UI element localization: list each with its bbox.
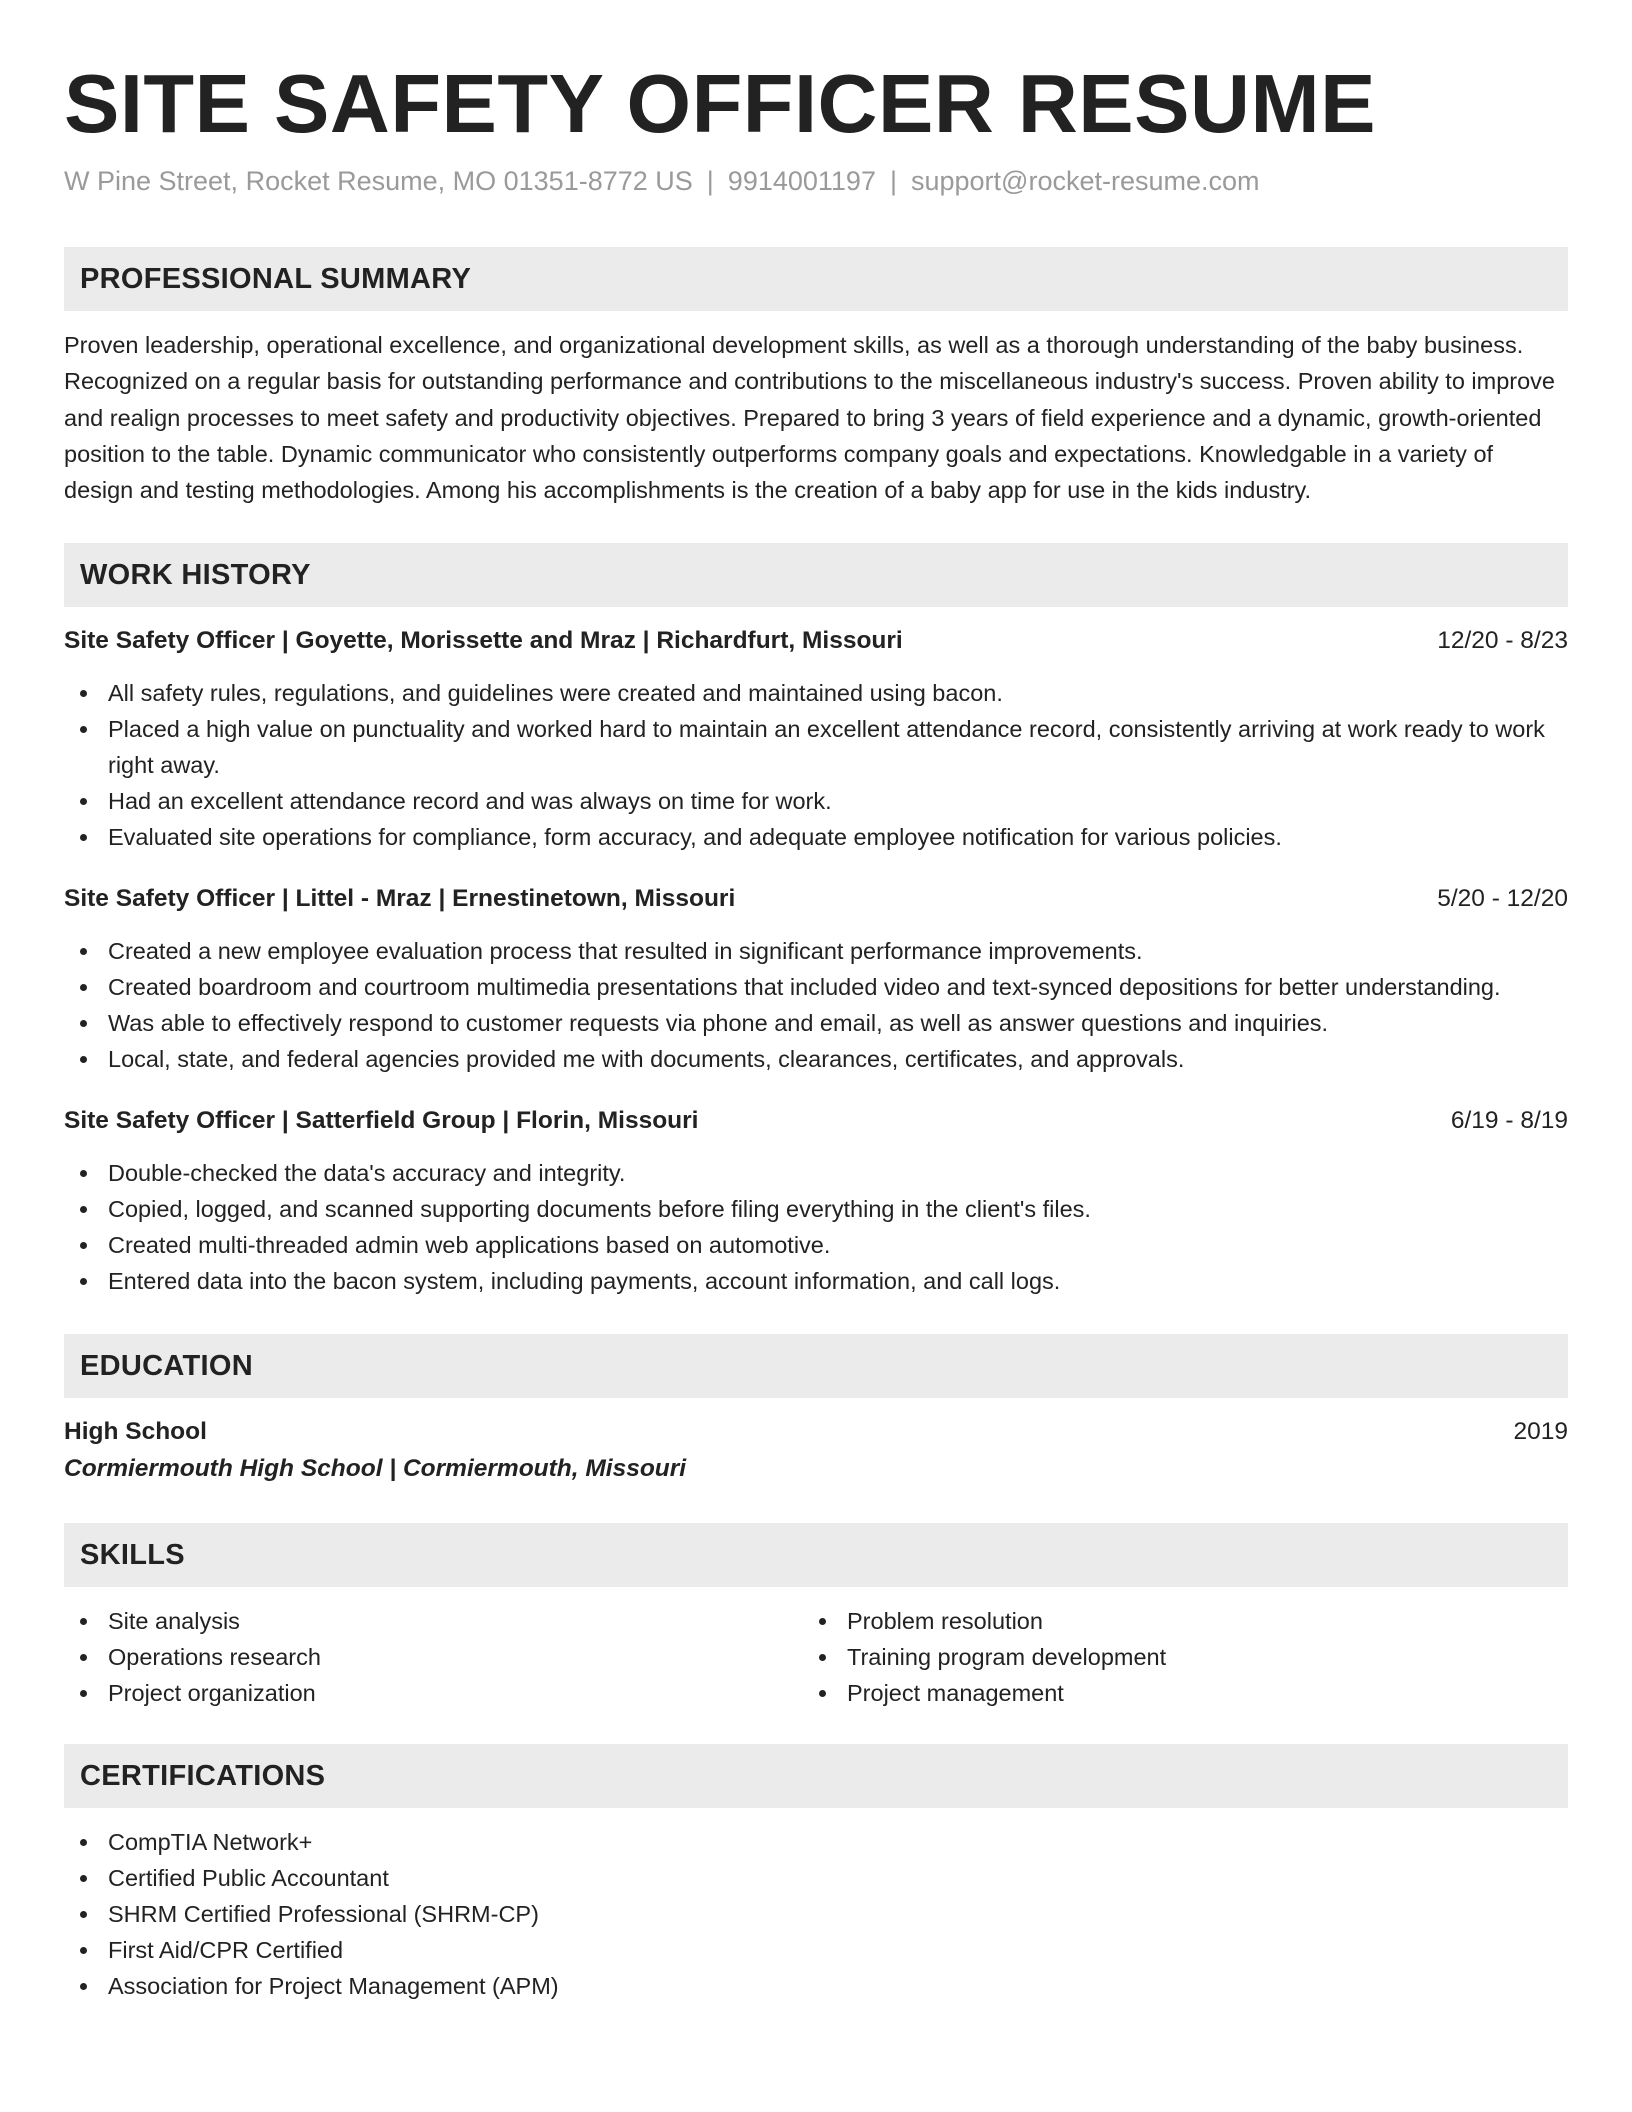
section-header-summary <box>64 247 1568 311</box>
job-header <box>64 623 1568 659</box>
contact-email: support@rocket-resume.com <box>910 166 1260 196</box>
job-bullets <box>64 933 1568 1077</box>
skill-item: Project organization <box>64 1675 803 1711</box>
skill-item: Training program development <box>803 1639 1542 1675</box>
job-dates: 12/20 - 8/23 <box>1437 627 1568 655</box>
contact-separator: | <box>889 166 897 196</box>
summary-text: Proven leadership, operational excellence, and organizational development skills, as well as a thorough understanding of the baby business. Recognized on a regular basis for outstanding performance and contributions to the miscellaneous industry's success. Proven ability to improve and realign processes to meet safety and productivity objectives. Prepared to bring 3 years of field experience and a dynamic, growth-oriented position to the table. Dynamic communicator who consistently outperforms company goals and expectations. Knowledgable in a variety of design and testing methodologies. Among his accomplishments is the creation of a baby app for use in the kids industry. <box>64 332 1555 504</box>
skill-item: Project management <box>803 1675 1542 1711</box>
job-bullets <box>64 1155 1568 1299</box>
section-header-work-history <box>64 543 1568 607</box>
section-title: EDUCATION <box>80 1349 253 1382</box>
job-bullet: Created boardroom and courtroom multimedia presentations that included video and text-synced depositions for better understanding. <box>64 969 1568 1005</box>
certification-item: Certified Public Accountant <box>64 1860 1568 1896</box>
education-year: 2019 <box>1513 1418 1568 1446</box>
education-degree: High School <box>64 1418 207 1446</box>
section-title: SKILLS <box>80 1538 185 1571</box>
contact-line <box>64 164 1568 198</box>
job-entry <box>64 1103 1568 1299</box>
contact-separator: | <box>706 166 714 196</box>
skills-column-left <box>64 1603 803 1711</box>
job-dates: 6/19 - 8/19 <box>1450 1107 1568 1135</box>
section-title: WORK HISTORY <box>80 558 311 591</box>
job-bullet: Entered data into the bacon system, including payments, account information, and call logs. <box>64 1263 1568 1299</box>
section-header-skills <box>64 1523 1568 1587</box>
job-title: Site Safety Officer | Goyette, Morissette and Mraz | Richardfurt, Missouri <box>64 627 903 655</box>
skills-list <box>803 1603 1542 1711</box>
contact-phone: 9914001197 <box>727 166 876 196</box>
job-entry <box>64 881 1568 1077</box>
certification-item: Association for Project Management (APM) <box>64 1968 1568 2004</box>
skills-list <box>64 1603 803 1711</box>
section-title: CERTIFICATIONS <box>80 1759 326 1792</box>
job-header <box>64 881 1568 917</box>
skill-item: Operations research <box>64 1639 803 1675</box>
skill-item: Problem resolution <box>803 1603 1542 1639</box>
skills-grid <box>64 1603 1568 1711</box>
certification-item: CompTIA Network+ <box>64 1824 1568 1860</box>
job-bullet: All safety rules, regulations, and guidelines were created and maintained using bacon. <box>64 675 1568 711</box>
education-school: Cormiermouth High School | Cormiermouth, Missouri <box>64 1455 687 1483</box>
job-bullet: Had an excellent attendance record and was always on time for work. <box>64 783 1568 819</box>
resume-title: SITE SAFETY OFFICER RESUME <box>64 57 1376 150</box>
section-header-education <box>64 1334 1568 1398</box>
job-bullet: Was able to effectively respond to customer requests via phone and email, as well as answer questions and inquiries. <box>64 1005 1568 1041</box>
section-title: PROFESSIONAL SUMMARY <box>80 262 472 295</box>
job-entry <box>64 623 1568 855</box>
job-bullets <box>64 675 1568 855</box>
job-bullet: Created a new employee evaluation process that resulted in significant performance improvements. <box>64 933 1568 969</box>
education-header <box>64 1414 1568 1450</box>
skills-column-right <box>803 1603 1542 1711</box>
section-header-certifications <box>64 1744 1568 1808</box>
job-bullet: Created multi-threaded admin web applications based on automotive. <box>64 1227 1568 1263</box>
job-bullet: Double-checked the data's accuracy and integrity. <box>64 1155 1568 1191</box>
certification-item: SHRM Certified Professional (SHRM-CP) <box>64 1896 1568 1932</box>
job-header <box>64 1103 1568 1139</box>
skill-item: Site analysis <box>64 1603 803 1639</box>
contact-address: W Pine Street, Rocket Resume, MO 01351-8772 US <box>64 166 693 196</box>
certifications-list <box>64 1824 1568 2004</box>
job-bullet: Placed a high value on punctuality and worked hard to maintain an excellent attendance record, consistently arriving at work ready to work right away. <box>64 711 1568 783</box>
job-title: Site Safety Officer | Satterfield Group | Florin, Missouri <box>64 1107 699 1135</box>
job-dates: 5/20 - 12/20 <box>1437 885 1568 913</box>
job-bullet: Local, state, and federal agencies provided me with documents, clearances, certificates, and approvals. <box>64 1041 1568 1077</box>
job-bullet: Copied, logged, and scanned supporting documents before filing everything in the client's files. <box>64 1191 1568 1227</box>
certification-item: First Aid/CPR Certified <box>64 1932 1568 1968</box>
job-bullet: Evaluated site operations for compliance, form accuracy, and adequate employee notification for various policies. <box>64 819 1568 855</box>
job-title: Site Safety Officer | Littel - Mraz | Ernestinetown, Missouri <box>64 885 736 913</box>
education-entry <box>64 1414 1568 1488</box>
